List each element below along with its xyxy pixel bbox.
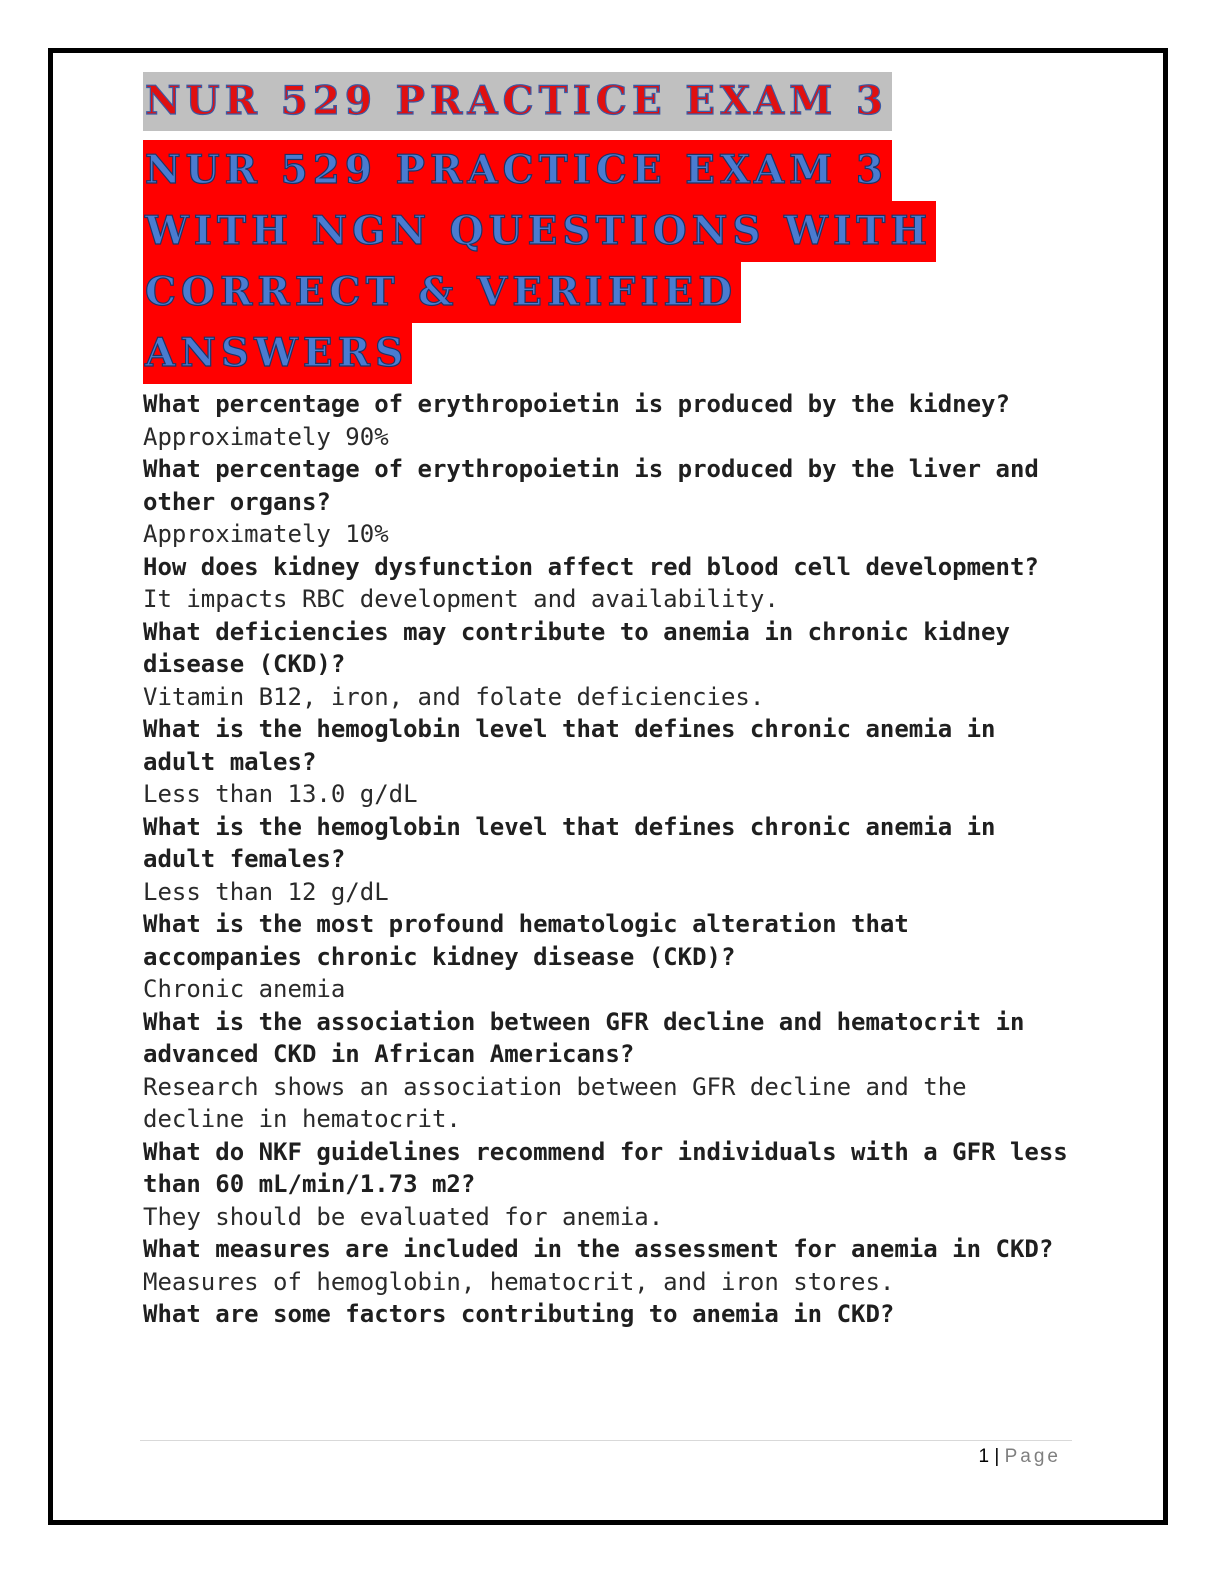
subtitle-line: CORRECT & VERIFIED — [143, 262, 741, 323]
subtitle-line: NUR 529 PRACTICE EXAM 3 — [143, 140, 892, 201]
qa-item — [143, 713, 1073, 811]
question: What is the hemoglobin level that defines chronic anemia in adult males? — [143, 715, 996, 776]
qa-item — [143, 453, 1073, 551]
qa-item — [143, 388, 1073, 453]
qa-list — [143, 388, 1073, 1331]
question: What percentage of erythropoietin is produced by the liver and other organs? — [143, 455, 1039, 516]
question: What do NKF guidelines recommend for individuals with a GFR less than 60 mL/min/1.73 m2? — [143, 1137, 1068, 1198]
answer: Less than 12 g/dL — [143, 877, 389, 906]
document-title — [143, 72, 1073, 131]
answer: Approximately 90% — [143, 422, 389, 451]
qa-item — [143, 811, 1073, 909]
question: What percentage of erythropoietin is produced by the kidney? — [143, 390, 1010, 418]
qa-item — [143, 1298, 1073, 1331]
question: What deficiencies may contribute to anemia in chronic kidney disease (CKD)? — [143, 617, 1010, 678]
answer: Research shows an association between GFR decline and the decline in hematocrit. — [143, 1072, 967, 1133]
page-footer — [979, 1446, 1061, 1468]
qa-item — [143, 1233, 1073, 1298]
qa-item — [143, 1136, 1073, 1234]
document-body — [143, 72, 1073, 1331]
title-banner-gray: NUR 529 PRACTICE EXAM 3 — [143, 72, 892, 131]
qa-item — [143, 616, 1073, 714]
subtitle-line: ANSWERS — [143, 323, 412, 384]
answer: Less than 13.0 g/dL — [143, 780, 418, 808]
page-number: 1 — [978, 1446, 990, 1467]
qa-item — [143, 551, 1073, 616]
question: What measures are included in the assessment for anemia in CKD? — [143, 1235, 1054, 1263]
footer-separator: | — [994, 1446, 1000, 1467]
qa-item — [143, 908, 1073, 1006]
answer: Approximately 10% — [143, 520, 389, 548]
subtitle-banner — [143, 140, 1073, 384]
answer: Measures of hemoglobin, hematocrit, and iron stores. — [143, 1267, 895, 1296]
footer-divider — [140, 1440, 1072, 1441]
answer: Chronic anemia — [143, 975, 346, 1003]
answer: Vitamin B12, iron, and folate deficiencies. — [143, 682, 765, 711]
question: How does kidney dysfunction affect red blood cell development? — [143, 552, 1039, 581]
qa-item — [143, 1006, 1073, 1136]
answer: They should be evaluated for anemia. — [143, 1202, 664, 1231]
question: What is the association between GFR decline and hematocrit in advanced CKD in African Americans? — [143, 1007, 1025, 1068]
question: What is the hemoglobin level that defines chronic anemia in adult females? — [143, 812, 996, 873]
question: What is the most profound hematologic alteration that accompanies chronic kidney disease (CKD)? — [143, 910, 909, 971]
subtitle-line: WITH NGN QUESTIONS WITH — [143, 201, 936, 262]
answer: It impacts RBC development and availability. — [143, 585, 779, 613]
question: What are some factors contributing to anemia in CKD? — [143, 1300, 895, 1328]
page-label: Page — [1004, 1446, 1061, 1467]
